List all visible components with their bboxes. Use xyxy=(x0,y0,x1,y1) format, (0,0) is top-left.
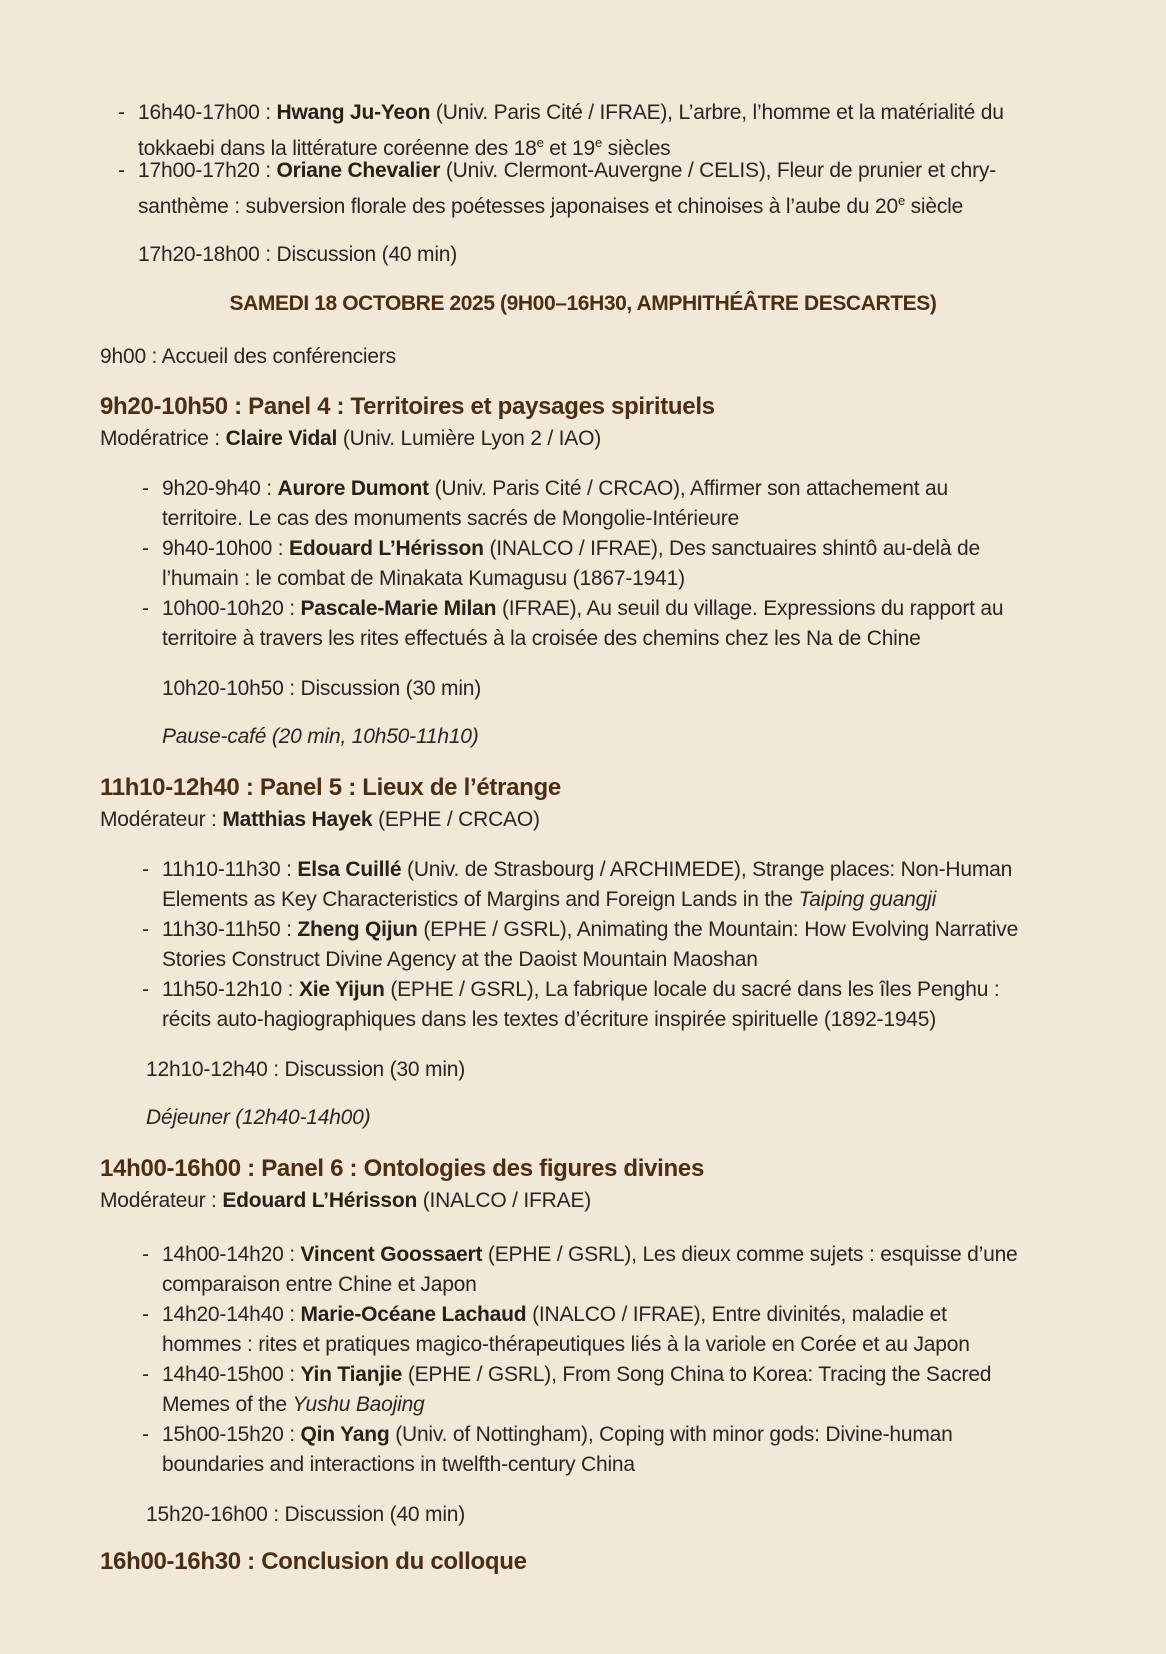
item-text-line2: comparaison entre Chine et Japon xyxy=(162,1273,477,1296)
item-text: (Univ. Clermont-Auvergne / CELIS), Fleur de prunier et chry- xyxy=(445,159,996,182)
panel-5-title: 11h10-12h40 : Panel 5 : Lieux de l’étrange xyxy=(100,774,561,801)
moderator-label: Modérateur : xyxy=(100,808,217,831)
list-item xyxy=(142,1240,1072,1300)
superscript: e xyxy=(897,193,905,208)
bullet-dash: - xyxy=(118,159,125,182)
bullet-dash: - xyxy=(142,918,149,941)
item-text: (EPHE / GSRL), La fabrique locale du sacré dans les îles Penghu : xyxy=(390,978,1000,1001)
item-time: 17h00-17h20 : xyxy=(138,159,271,182)
item-text-line2b: siècle xyxy=(904,195,964,218)
item-text-line2: territoire à travers les rites effectués à la croisée des chemins chez les Na de Chine xyxy=(162,627,921,650)
speaker-name: Pascale-Marie Milan xyxy=(300,597,497,620)
list-item xyxy=(118,156,1038,222)
item-text-line2: récits auto-hagiographiques dans les textes d’écriture inspirée spirituelle (1892-1945) xyxy=(162,1008,937,1031)
moderator-name: Edouard L’Hérisson xyxy=(222,1189,418,1212)
item-text-line2: tokkaebi dans la littérature coréenne des 18 xyxy=(138,137,537,160)
item-text: (EPHE / GSRL), From Song China to Korea: Tracing the Sacred xyxy=(407,1363,992,1386)
bullet-dash: - xyxy=(142,597,149,620)
item-time: 14h40-15h00 : xyxy=(162,1363,295,1386)
item-text: (INALCO / IFRAE), Entre divinités, maladie et xyxy=(532,1303,947,1326)
item-time: 14h00-14h20 : xyxy=(162,1243,295,1266)
item-time: 14h20-14h40 : xyxy=(162,1303,295,1326)
bullet-dash: - xyxy=(142,537,149,560)
moderator-label: Modératrice : xyxy=(100,427,220,450)
discussion-line: 15h20-16h00 : Discussion (40 min) xyxy=(146,1503,466,1526)
panel-6-title: 14h00-16h00 : Panel 6 : Ontologies des figures divines xyxy=(100,1155,705,1182)
item-text-line2: boundaries and interactions in twelfth-century China xyxy=(162,1453,635,1476)
moderator-name: Claire Vidal xyxy=(225,427,338,450)
speaker-name: Yin Tianjie xyxy=(300,1363,403,1386)
moderator-affiliation: (INALCO / IFRAE) xyxy=(422,1189,592,1212)
moderator-name: Matthias Hayek xyxy=(222,808,373,831)
panel-4-title: 9h20-10h50 : Panel 4 : Territoires et paysages spirituels xyxy=(100,393,715,420)
superscript: e xyxy=(536,135,544,150)
item-time: 9h40-10h00 : xyxy=(162,537,284,560)
italic-title: Yushu Baojing xyxy=(292,1393,425,1416)
list-item xyxy=(118,98,1038,164)
item-time: 11h50-12h10 : xyxy=(162,978,294,1001)
item-text: (EPHE / GSRL), Les dieux comme sujets : esquisse d’une xyxy=(487,1243,1018,1266)
moderator-affiliation: (EPHE / CRCAO) xyxy=(378,808,540,831)
item-text: (IFRAE), Au seuil du village. Expressions du rapport au xyxy=(501,597,1004,620)
panel-5-moderator xyxy=(100,805,540,835)
speaker-name: Elsa Cuillé xyxy=(297,858,402,881)
item-time: 11h30-11h50 : xyxy=(162,918,292,941)
list-item xyxy=(142,855,1072,915)
item-time: 10h00-10h20 : xyxy=(162,597,295,620)
list-item xyxy=(142,1420,1072,1480)
bullet-dash: - xyxy=(142,858,149,881)
speaker-name: Hwang Ju-Yeon xyxy=(276,101,431,124)
item-text: (Univ. Paris Cité / IFRAE), L’arbre, l’homme et la matérialité du xyxy=(435,101,1004,124)
bullet-dash: - xyxy=(142,1303,149,1326)
bullet-dash: - xyxy=(118,101,125,124)
item-text: (EPHE / GSRL), Animating the Mountain: How Evolving Narrative xyxy=(423,918,1019,941)
speaker-name: Marie-Océane Lachaud xyxy=(300,1303,527,1326)
moderator-label: Modérateur : xyxy=(100,1189,217,1212)
list-item xyxy=(142,534,1042,594)
item-text-line2b: et 19 xyxy=(543,137,596,160)
item-text: (Univ. de Strasbourg / ARCHIMEDE), Strange places: Non-Human xyxy=(407,858,1013,881)
italic-title: Taiping guangji xyxy=(798,888,937,911)
bullet-dash: - xyxy=(142,1423,149,1446)
break-line: Déjeuner (12h40-14h00) xyxy=(146,1106,371,1129)
item-time: 16h40-17h00 : xyxy=(138,101,271,124)
item-text-line2: hommes : rites et pratiques magico-thérapeutiques liés à la variole en Corée et au Japon xyxy=(162,1333,970,1356)
list-item xyxy=(142,1360,1072,1420)
item-text-line2: territoire. Le cas des monuments sacrés de Mongolie-Intérieure xyxy=(162,507,740,530)
bullet-dash: - xyxy=(142,477,149,500)
item-time: 9h20-9h40 : xyxy=(162,477,272,500)
item-text: (Univ. Paris Cité / CRCAO), Affirmer son attachement au xyxy=(434,477,948,500)
day-title: SAMEDI 18 OCTOBRE 2025 (9H00–16H30, AMPHITHÉÂTRE DESCARTES) xyxy=(229,292,937,315)
item-text-line2: Elements as Key Characteristics of Margins and Foreign Lands in the xyxy=(162,888,799,911)
discussion-line: 10h20-10h50 : Discussion (30 min) xyxy=(162,677,482,700)
break-line: Pause-café (20 min, 10h50-11h10) xyxy=(162,725,479,748)
panel-4-moderator xyxy=(100,424,601,454)
item-text-line2: Memes of the xyxy=(162,1393,293,1416)
speaker-name: Oriane Chevalier xyxy=(276,159,441,182)
bullet-dash: - xyxy=(142,1363,149,1386)
item-text-line2: l’humain : le combat de Minakata Kumagusu (1867-1941) xyxy=(162,567,685,590)
item-text-line2c: siècles xyxy=(602,137,671,160)
list-item xyxy=(142,915,1072,975)
speaker-name: Edouard L’Hérisson xyxy=(289,537,484,560)
bullet-dash: - xyxy=(142,1243,149,1266)
speaker-name: Vincent Goossaert xyxy=(300,1243,483,1266)
list-item xyxy=(142,594,1072,654)
speaker-name: Aurore Dumont xyxy=(277,477,429,500)
bullet-dash: - xyxy=(142,978,149,1001)
superscript: e xyxy=(595,135,603,150)
moderator-affiliation: (Univ. Lumière Lyon 2 / IAO) xyxy=(342,427,602,450)
discussion-line: 12h10-12h40 : Discussion (30 min) xyxy=(146,1058,466,1081)
item-text-line2: Stories Construct Divine Agency at the Daoist Mountain Maoshan xyxy=(162,948,758,971)
conclusion-title: 16h00-16h30 : Conclusion du colloque xyxy=(100,1548,527,1575)
panel-6-moderator xyxy=(100,1186,591,1216)
list-item xyxy=(142,975,1072,1035)
list-item xyxy=(142,474,1042,534)
speaker-name: Qin Yang xyxy=(300,1423,390,1446)
speaker-name: Zheng Qijun xyxy=(297,918,418,941)
speaker-name: Xie Yijun xyxy=(298,978,385,1001)
list-item xyxy=(142,1300,1072,1360)
item-time: 15h00-15h20 : xyxy=(162,1423,295,1446)
item-text: (Univ. of Nottingham), Coping with minor gods: Divine-human xyxy=(395,1423,953,1446)
item-text: (INALCO / IFRAE), Des sanctuaires shintô au-delà de xyxy=(489,537,980,560)
discussion-line: 17h20-18h00 : Discussion (40 min) xyxy=(138,243,458,266)
item-time: 11h10-11h30 : xyxy=(162,858,292,881)
welcome-line: 9h00 : Accueil des conférenciers xyxy=(100,345,396,368)
item-text-line2: santhème : subversion florale des poétesses japonaises et chinoises à l’aube du 20 xyxy=(138,195,898,218)
